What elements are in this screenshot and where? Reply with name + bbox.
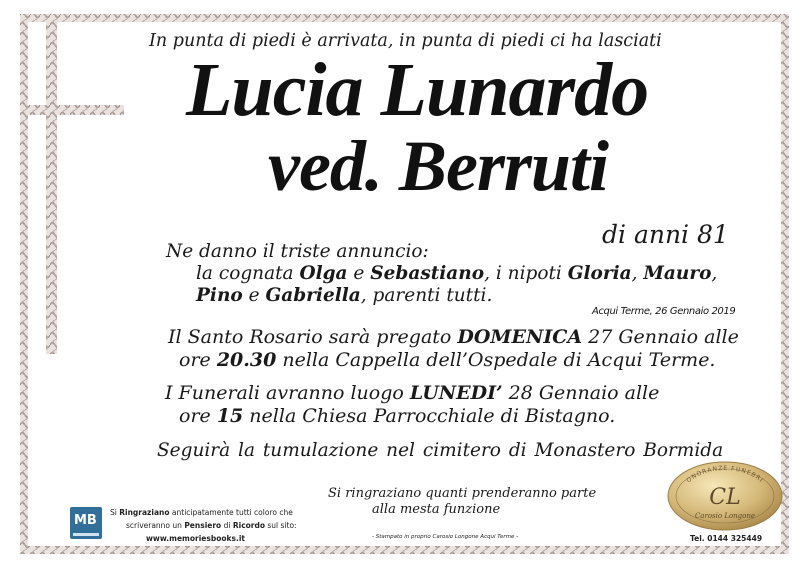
- printer-note: - Stampato in proprio Carosio Longone Acqui Terme -: [372, 534, 519, 540]
- announcement-line-2: Pino e Gabriella, parenti tutti.: [196, 285, 493, 306]
- funeral-home-seal: [665, 460, 785, 532]
- memories-text-1: Si Ringraziano anticipatamente tutti coloro che: [110, 508, 293, 517]
- deceased-age: di anni 81: [602, 220, 729, 249]
- deceased-widow-name: ved. Berruti: [268, 126, 608, 206]
- memoriesbooks-logo-text: MB: [74, 513, 97, 528]
- seal-monogram: CL: [709, 485, 741, 510]
- announcement-line-1: la cognata Olga e Sebastiano, i nipoti Gloria, Mauro,: [196, 263, 718, 284]
- burial-line: Seguirà la tumulazione nel cimitero di Monastero Bormida: [157, 440, 724, 461]
- phone-number: Tel. 0144 325449: [690, 534, 763, 543]
- funeral-line-1: I Funerali avranno luogo LUNEDI’ 28 Gennaio alle: [165, 382, 660, 404]
- cross-icon: [46, 22, 57, 354]
- thanks-line-2: alla mesta funzione: [372, 502, 501, 517]
- thanks-line-1: Si ringraziano quanti prenderanno parte: [328, 486, 597, 501]
- epigraph: In punta di piedi è arrivata, in punta di piedi ci ha lasciati: [149, 31, 662, 51]
- announcement-intro: Ne danno il triste annuncio:: [166, 241, 429, 262]
- seal-arc-text: ONORANZE FUNEBRI: [685, 464, 765, 485]
- rosary-line-1: Il Santo Rosario sarà pregato DOMENICA 27 Gennaio alle: [168, 326, 739, 348]
- deceased-name: Lucia Lunardo: [186, 48, 649, 132]
- seal-signature: Carosio Longone: [694, 512, 756, 520]
- funeral-line-2: ore 15 nella Chiesa Parrocchiale di Bistagno.: [179, 405, 616, 427]
- memoriesbooks-logo: [70, 507, 102, 539]
- memories-site-link[interactable]: www.memoriesbooks.it: [146, 534, 245, 543]
- rosary-line-2: ore 20.30 nella Cappella dell’Ospedale di Acqui Terme.: [179, 349, 716, 371]
- memories-text-2: scriveranno un Pensiero di Ricordo sul sito:: [126, 521, 297, 530]
- place-date: Acqui Terme, 26 Gennaio 2019: [592, 306, 736, 317]
